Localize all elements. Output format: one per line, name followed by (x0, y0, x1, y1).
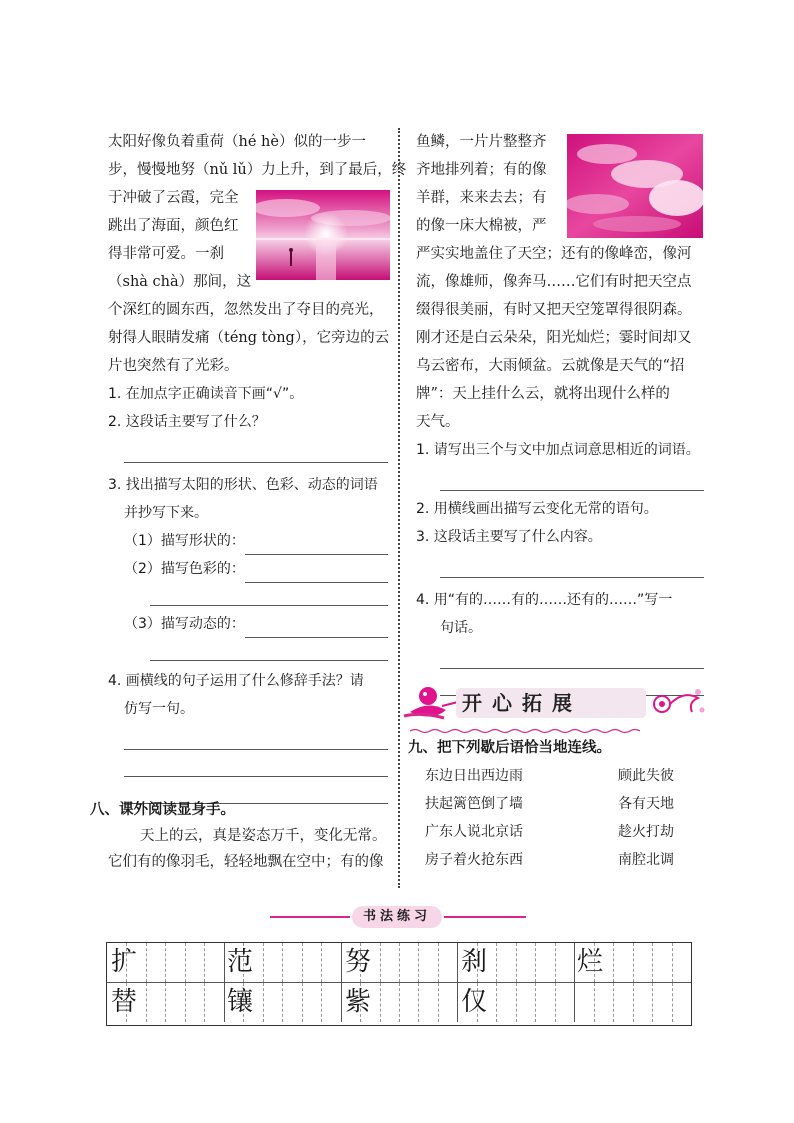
grid-cell-line (302, 983, 303, 1022)
practice-char: 扩 (111, 947, 138, 977)
grid-cell-line (516, 983, 517, 1022)
question-4: 4. 画横线的句子运用了什么修辞手法？请 (108, 673, 364, 689)
banner-title: 开心拓展 (462, 691, 582, 715)
proverb-right-2[interactable]: 各有天地 (618, 796, 674, 812)
answer-line[interactable] (124, 436, 388, 463)
grid-cell-line (204, 983, 205, 1022)
grid-cell-line (224, 983, 225, 1022)
passage-line: 跳出了海面，颜色红 (108, 218, 239, 234)
passage-line: 于冲破了云霞，完全 (108, 190, 239, 206)
practice-char: 紫 (345, 987, 372, 1017)
proverb-right-1[interactable]: 顾此失彼 (618, 768, 674, 784)
answer-line[interactable] (440, 464, 704, 491)
practice-char: 刹 (461, 947, 488, 977)
question-4-cont: 仿写一句。 (124, 701, 194, 717)
passage-line: 太阳好像负着重荷（hé hè）似的一步一 (108, 134, 366, 150)
column-divider (398, 128, 400, 888)
title-rule-right (444, 916, 526, 918)
grid-cell-line (399, 943, 400, 982)
proverb-left-3[interactable]: 广东人说北京话 (425, 824, 523, 840)
grid-cell-line (165, 943, 166, 982)
grid-cell-line (535, 983, 536, 1022)
practice-char: 范 (227, 947, 254, 977)
clouds-photo (567, 134, 703, 238)
passage-line: 流，像雄师，像奔马……它们有时把天空点 (416, 274, 692, 290)
grid-cell-line (438, 943, 439, 982)
grid-cell-line (613, 983, 614, 1022)
answer-line-motion[interactable] (245, 617, 388, 638)
grid-cell-line (302, 943, 303, 982)
grid-cell-line (535, 943, 536, 982)
grid-cell-line (652, 943, 653, 982)
shape-label: （1）描写形状的： (124, 533, 245, 549)
proverb-left-4[interactable]: 房子着火抢东西 (425, 852, 523, 868)
proverb-right-3[interactable]: 趁火打劫 (618, 824, 674, 840)
grid-cell-line (672, 943, 673, 982)
grid-cell-line (146, 943, 147, 982)
grid-cell-line (555, 983, 556, 1022)
calligraphy-grid[interactable] (106, 942, 692, 1026)
question-3-cont: 并抄写下来。 (124, 505, 208, 521)
grid-row-divider (107, 982, 691, 983)
passage-line: 个深红的圆东西，忽然发出了夺目的亮光， (108, 302, 384, 318)
passage-line: 得非常可爱。一刹 (108, 246, 224, 262)
grid-cell-line (224, 943, 225, 982)
passage-line: 齐地排列着；有的像 (416, 162, 547, 178)
answer-line[interactable] (150, 583, 388, 606)
grid-cell-line (341, 983, 342, 1022)
motion-label: （3）描写动态的： (124, 616, 245, 632)
grid-cell-line (555, 943, 556, 982)
passage-line: 缀得很美丽，有时又把天空笼罩得很阴森。 (416, 302, 692, 318)
grid-cell-line (652, 983, 653, 1022)
grid-cell-line (185, 943, 186, 982)
grid-cell-line (165, 983, 166, 1022)
grid-cell-line (496, 943, 497, 982)
question-3: 3. 找出描写太阳的形状、色彩、动态的词语 (108, 477, 378, 493)
wavy-line-decoration (410, 722, 640, 728)
grid-cell-line (574, 943, 575, 982)
section-8-title: 八、课外阅读显身手。 (90, 802, 235, 818)
grid-cell-line (204, 943, 205, 982)
mascot-icon (402, 682, 462, 726)
passage-line: 乌云密布，大雨倾盆。云就像是天气的“招 (416, 358, 685, 374)
answer-line[interactable] (440, 551, 704, 578)
color-label: （2）描写色彩的： (124, 561, 245, 577)
grid-cell-line (282, 983, 283, 1022)
grid-cell-line (594, 983, 595, 1022)
answer-line[interactable] (440, 642, 704, 669)
grid-cell-line (282, 943, 283, 982)
passage-line: 鱼鳞，一片片整整齐 (416, 134, 547, 150)
proverb-left-2[interactable]: 扶起篱笆倒了墙 (425, 796, 523, 812)
passage-line: 严实实地盖住了天空；还有的像峰峦，像河 (416, 246, 692, 262)
grid-cell-line (399, 983, 400, 1022)
calligraphy-title: 书法练习 (362, 909, 431, 924)
expansion-banner (402, 682, 708, 726)
grid-cell-line (418, 943, 419, 982)
practice-char: 努 (345, 947, 372, 977)
grid-cell-line (185, 983, 186, 1022)
grid-cell-line (457, 983, 458, 1022)
grid-cell-line (263, 983, 264, 1022)
section-9-title: 九、把下列歇后语恰当地连线。 (408, 740, 611, 756)
grid-cell-line (438, 983, 439, 1022)
grid-cell-line (380, 983, 381, 1022)
grid-cell-line (672, 983, 673, 1022)
grid-cell-line (574, 983, 575, 1022)
answer-line-color[interactable] (245, 562, 388, 583)
passage-line: 步，慢慢地努（nǔ lǔ）力上升，到了最后，终 (108, 162, 407, 178)
passage-line: 刚才还是白云朵朵，阳光灿烂；霎时间却又 (416, 330, 692, 346)
flower-swirl-icon (648, 684, 708, 724)
grid-cell-line (613, 943, 614, 982)
passage-line: 天气。 (416, 414, 460, 430)
grid-cell-line (633, 943, 634, 982)
passage-line: 片也突然有了光彩。 (108, 358, 239, 374)
grid-cell-line (380, 943, 381, 982)
answer-line[interactable] (124, 750, 388, 777)
grid-cell-line (516, 943, 517, 982)
passage-line: 它们有的像羽毛，轻轻地飘在空中；有的像 (108, 854, 384, 870)
question-1: 1. 在加点字正确读音下画“√”。 (108, 386, 304, 402)
question-3: 3. 这段话主要写了什么内容。 (416, 529, 602, 545)
answer-line[interactable] (124, 723, 388, 750)
grid-cell-line (146, 983, 147, 1022)
sunrise-photo (256, 190, 390, 280)
answer-line-shape[interactable] (245, 534, 388, 555)
proverb-left-1[interactable]: 东边日出西边雨 (425, 768, 523, 784)
practice-char: 镶 (227, 987, 254, 1017)
practice-char: 替 (111, 987, 138, 1017)
grid-cell-line (321, 943, 322, 982)
grid-cell-line (418, 983, 419, 1022)
question-1: 1. 请写出三个与文中加点词意思相近的词语。 (416, 442, 700, 458)
passage-line: 的像一床大棉被，严 (416, 218, 547, 234)
question-4-cont: 句话。 (440, 620, 482, 636)
grid-cell-line (321, 983, 322, 1022)
question-2: 2. 这段话主要写了什么？ (108, 414, 266, 430)
practice-char: 仅 (461, 987, 488, 1017)
grid-cell-line (263, 943, 264, 982)
passage-line: （shà chà）那间，这 (108, 274, 252, 290)
question-4: 4. 用“有的……有的……还有的……”写一 (416, 592, 673, 608)
grid-cell-line (496, 983, 497, 1022)
grid-cell-line (341, 943, 342, 982)
title-rule-left (270, 916, 350, 918)
grid-cell-line (457, 943, 458, 982)
practice-char: 烂 (577, 947, 604, 977)
passage-line: 牌”：天上挂什么云，就将出现什么样的 (416, 386, 670, 402)
passage-line: 天上的云，真是姿态万千，变化无常。 (140, 828, 387, 844)
proverb-right-4[interactable]: 南腔北调 (618, 852, 674, 868)
question-2: 2. 用横线画出描写云变化无常的语句。 (416, 501, 658, 517)
answer-line[interactable] (150, 638, 388, 661)
passage-line: 射得人眼睛发痛（téng tòng），它旁边的云 (108, 330, 390, 346)
passage-line: 羊群，来来去去；有 (416, 190, 547, 206)
grid-cell-line (633, 983, 634, 1022)
